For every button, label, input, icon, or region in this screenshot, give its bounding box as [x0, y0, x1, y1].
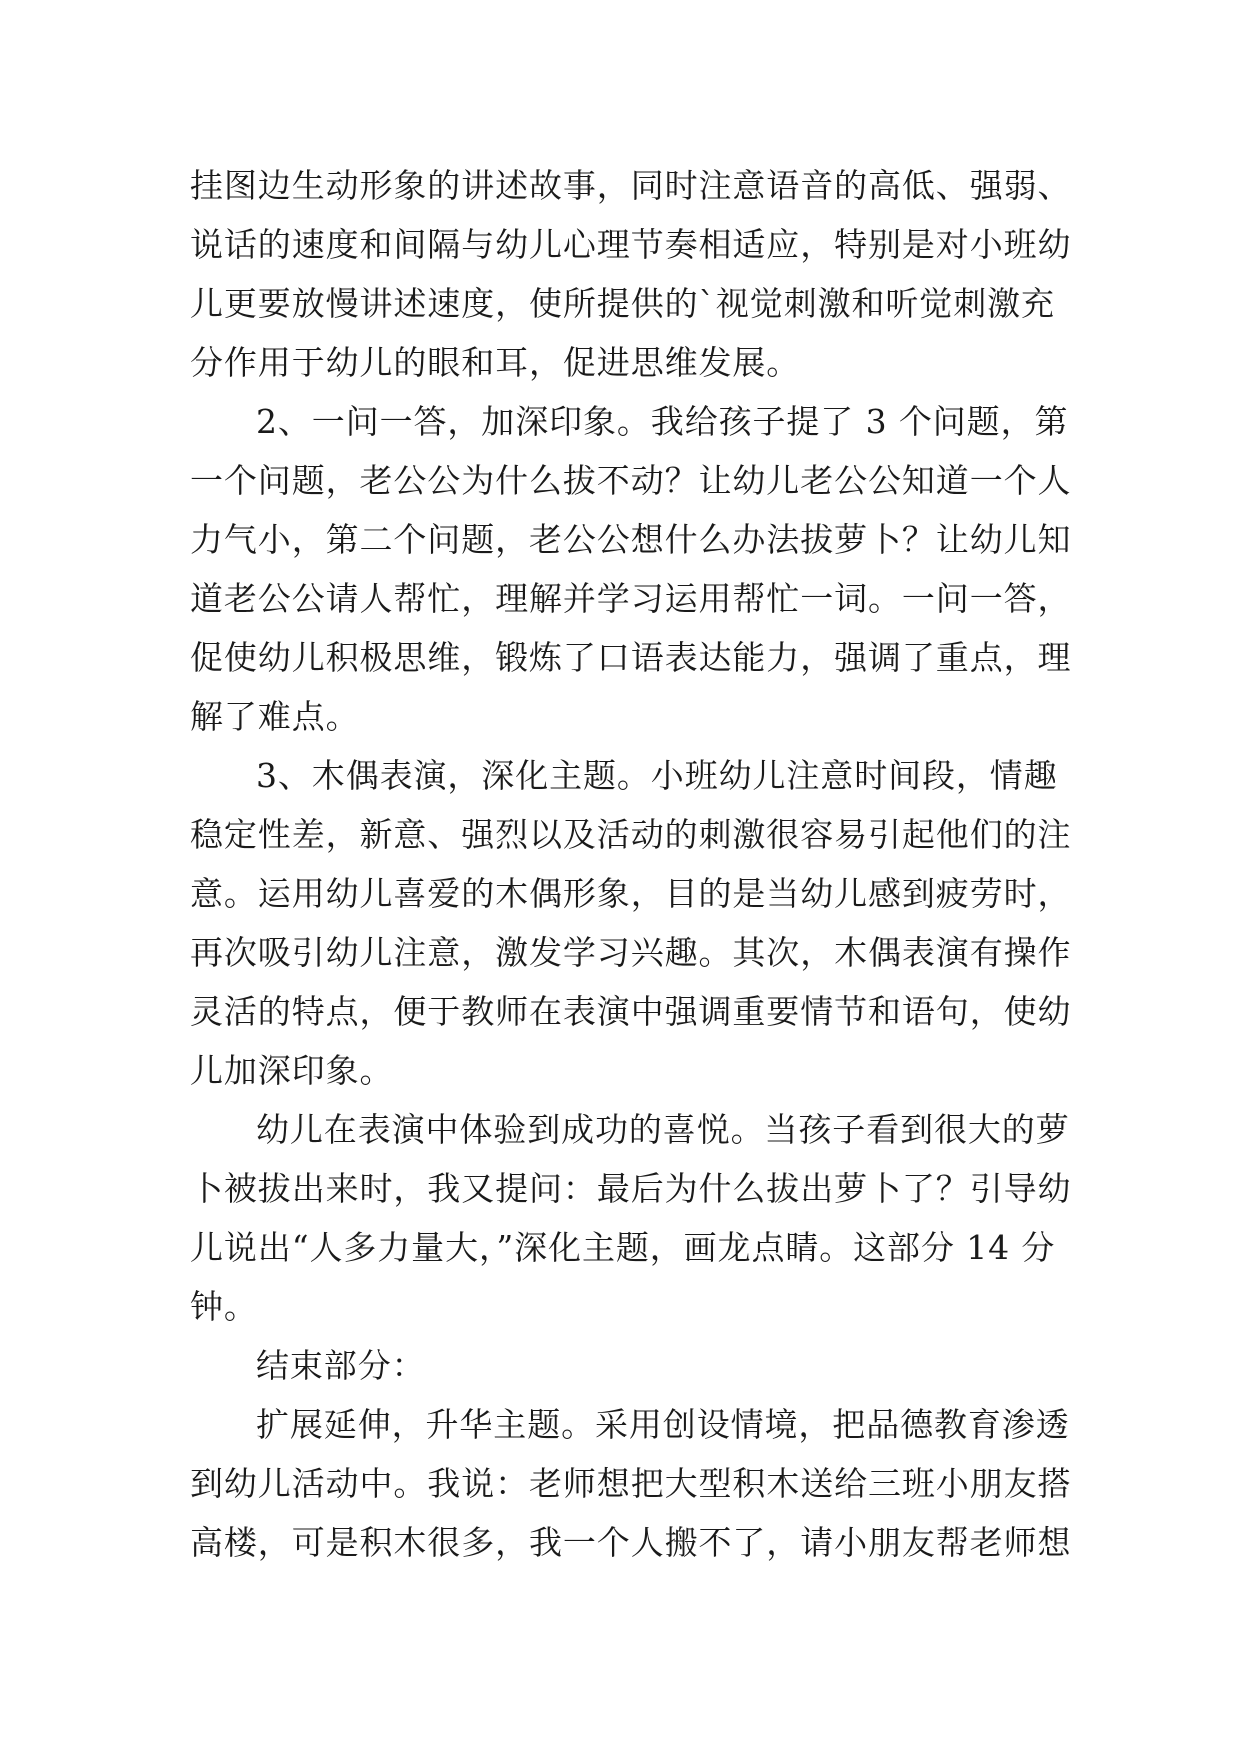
- text-line: 儿加深印象。: [190, 1051, 394, 1090]
- text-line: 意。运用幼儿喜爱的木偶形象，目的是当幼儿感到疲劳时，: [190, 874, 1072, 913]
- text-line: 儿更要放慢讲述速度，使所提供的`视觉刺激和听觉刺激充: [190, 284, 1055, 323]
- body-text: [190, 156, 1072, 1572]
- text-line: 稳定性差，新意、强烈以及活动的刺激很容易引起他们的注: [190, 815, 1072, 854]
- text-line: 扩展延伸，升华主题。采用创设情境，把品德教育渗透: [256, 1405, 1070, 1444]
- text-line: 3、木偶表演，深化主题。小班幼儿注意时间段，情趣: [256, 756, 1058, 795]
- text-line: 分作用于幼儿的眼和耳，促进思维发展。: [190, 343, 801, 382]
- text-line: 道老公公请人帮忙，理解并学习运用帮忙一词。一问一答，: [190, 579, 1072, 618]
- text-line: 幼儿在表演中体验到成功的喜悦。当孩子看到很大的萝: [256, 1110, 1070, 1149]
- text-line: 钟。: [190, 1287, 258, 1326]
- text-line: 促使幼儿积极思维，锻炼了口语表达能力，强调了重点，理: [190, 638, 1072, 677]
- text-line: 卜被拔出来时，我又提问：最后为什么拔出萝卜了？引导幼: [190, 1169, 1072, 1208]
- text-line: 挂图边生动形象的讲述故事，同时注意语音的高低、强弱、: [190, 166, 1072, 205]
- text-line: 再次吸引幼儿注意，激发学习兴趣。其次，木偶表演有操作: [190, 933, 1072, 972]
- text-line: 到幼儿活动中。我说：老师想把大型积木送给三班小朋友搭: [190, 1464, 1072, 1503]
- text-line: 说话的速度和间隔与幼儿心理节奏相适应，特别是对小班幼: [190, 225, 1072, 264]
- text-line: 解了难点。: [190, 697, 360, 736]
- text-line: 高楼，可是积木很多，我一个人搬不了，请小朋友帮老师想: [190, 1523, 1072, 1562]
- text-line: 儿说出“人多力量大，”深化主题，画龙点睛。这部分 14 分: [190, 1228, 1056, 1267]
- text-line: 一个问题，老公公为什么拔不动？让幼儿老公公知道一个人: [190, 461, 1072, 500]
- text-line: 灵活的特点，便于教师在表演中强调重要情节和语句，使幼: [190, 992, 1072, 1031]
- text-line: 力气小，第二个问题，老公公想什么办法拔萝卜？让幼儿知: [190, 520, 1072, 559]
- text-line: 2、一问一答，加深印象。我给孩子提了 3 个问题，第: [256, 402, 1069, 441]
- section-heading: 结束部分：: [256, 1346, 426, 1385]
